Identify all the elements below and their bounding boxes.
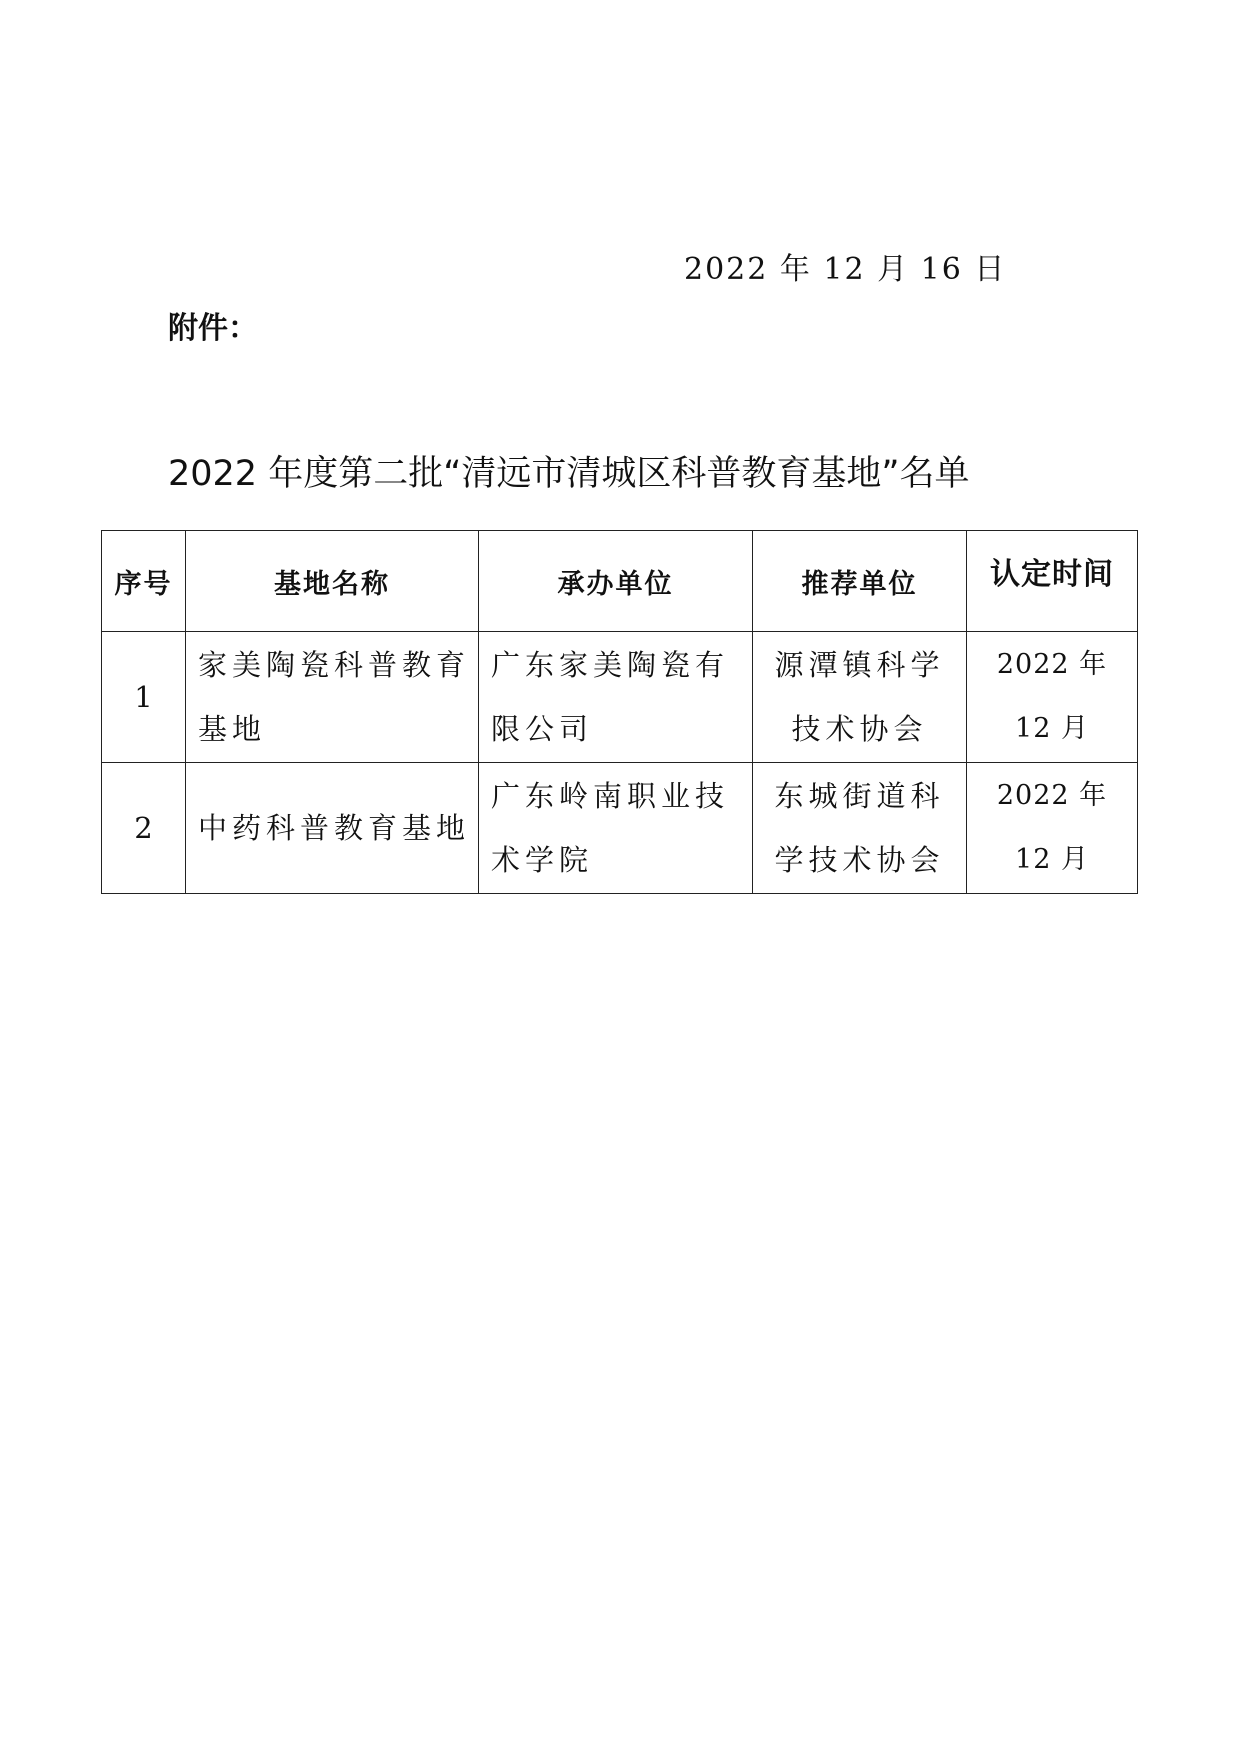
base-list-table xyxy=(101,530,1138,894)
header-organizer: 承办单位 xyxy=(479,531,753,632)
cell-base-name: 中药科普教育基地 xyxy=(186,763,479,894)
header-recommender: 推荐单位 xyxy=(753,531,967,632)
header-seq: 序号 xyxy=(102,531,186,632)
cell-seq: 1 xyxy=(102,632,186,763)
table-row xyxy=(102,763,1138,894)
cell-base-name: 家美陶瓷科普教育基地 xyxy=(186,632,479,763)
attachment-label: 附件： xyxy=(168,311,258,346)
cell-recommender: 源潭镇科学技术协会 xyxy=(753,632,967,763)
document-date: 2022 年 12 月 16 日 xyxy=(684,252,1007,287)
page-title: 2022 年度第二批“清远市清城区科普教育基地”名单 xyxy=(168,454,970,494)
cell-seq: 2 xyxy=(102,763,186,894)
header-certified-time: 认定时间 xyxy=(967,531,1138,632)
cell-certified-time: 2022 年 12 月 xyxy=(967,632,1138,763)
header-base-name: 基地名称 xyxy=(186,531,479,632)
table-header-row xyxy=(102,531,1138,632)
cell-organizer: 广东家美陶瓷有限公司 xyxy=(479,632,753,763)
table-row xyxy=(102,632,1138,763)
cell-organizer: 广东岭南职业技术学院 xyxy=(479,763,753,894)
cell-recommender: 东城街道科学技术协会 xyxy=(753,763,967,894)
cell-certified-time: 2022 年 12 月 xyxy=(967,763,1138,894)
